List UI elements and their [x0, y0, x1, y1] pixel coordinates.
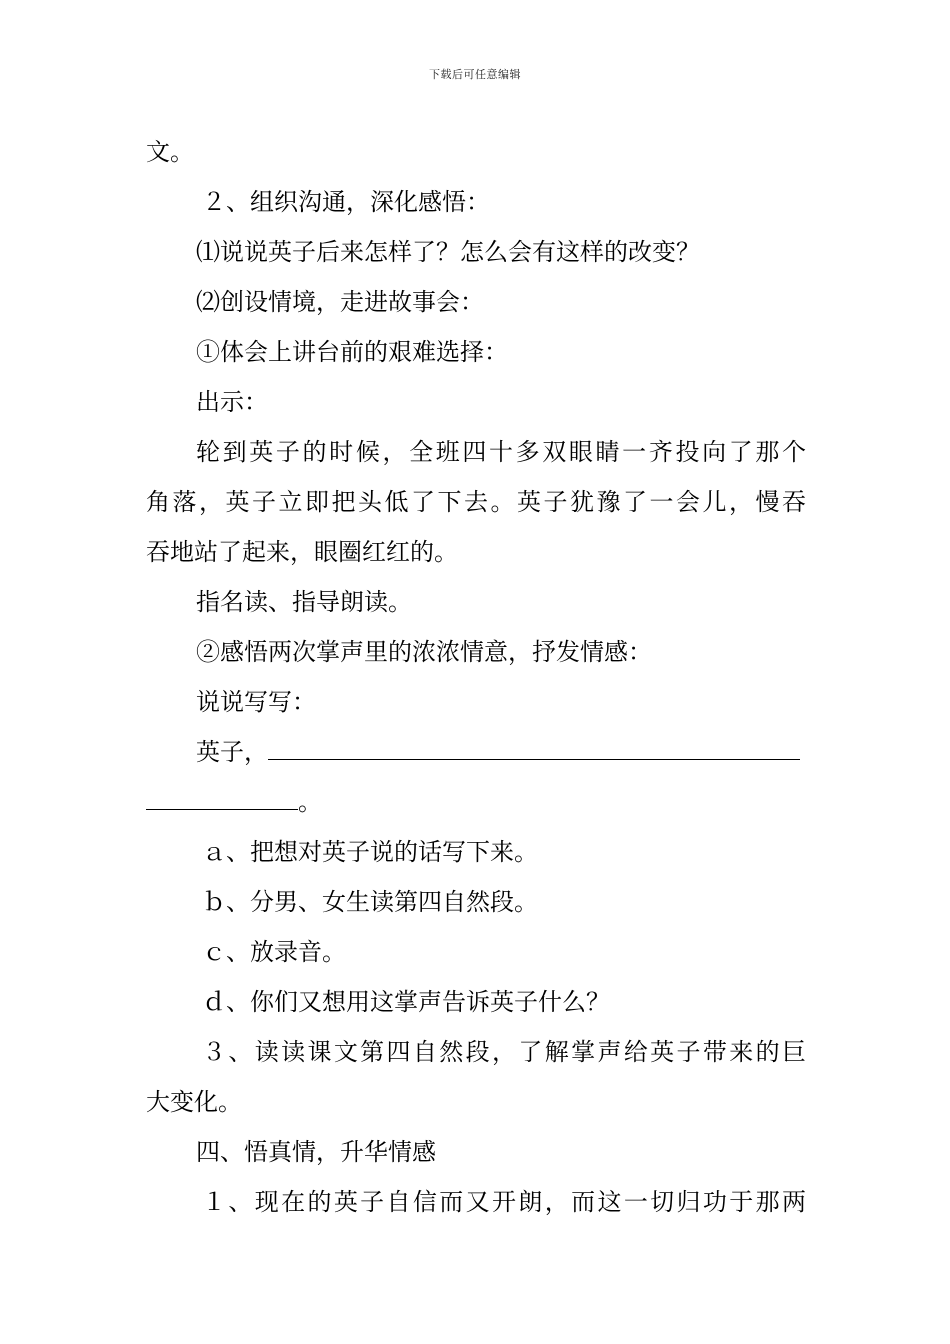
text-line: １、现在的英子自信而又开朗，而这一切归功于那两	[202, 1188, 806, 1216]
text-line: ２、组织沟通，深化感悟：	[202, 188, 490, 216]
text-line: 大变化。	[146, 1088, 242, 1116]
fill-in-line-continued	[146, 777, 806, 827]
text-line: ⑵创设情境，走进故事会：	[196, 288, 484, 316]
fill-in-prefix: 英子，	[196, 738, 268, 766]
text-line: 指名读、指导朗读。	[196, 588, 412, 616]
text-line: ⑴说说英子后来怎样了？怎么会有这样的改变？	[196, 238, 700, 266]
fill-in-blank	[146, 808, 298, 810]
text-line: ｂ、分男、女生读第四自然段。	[202, 888, 538, 916]
text-line: 轮到英子的时候，全班四十多双眼睛一齐投向了那个	[196, 438, 806, 466]
text-line: ａ、把想对英子说的话写下来。	[202, 838, 538, 866]
text-line: ②感悟两次掌声里的浓浓情意，抒发情感：	[196, 638, 652, 666]
text-line: 说说写写：	[196, 688, 316, 716]
section-heading: 四、悟真情，升华情感	[196, 1138, 436, 1166]
text-line: 角落，英子立即把头低了下去。英子犹豫了一会儿，慢吞	[146, 488, 806, 516]
text-line: ①体会上讲台前的艰难选择：	[196, 338, 508, 366]
fill-in-line	[146, 727, 806, 777]
text-line: 吞地站了起来，眼圈红红的。	[146, 538, 458, 566]
text-line: ｃ、放录音。	[202, 938, 346, 966]
text-line: 出示：	[196, 388, 268, 416]
text-line: ｄ、你们又想用这掌声告诉英子什么？	[202, 988, 610, 1016]
document-body	[146, 127, 806, 1227]
fill-in-suffix: 。	[298, 788, 322, 816]
text-line: ３、读读课文第四自然段，了解掌声给英子带来的巨	[202, 1038, 806, 1066]
page-header: 下载后可任意编辑	[429, 68, 521, 81]
text-line: 文。	[146, 138, 194, 166]
fill-in-blank	[268, 758, 800, 760]
